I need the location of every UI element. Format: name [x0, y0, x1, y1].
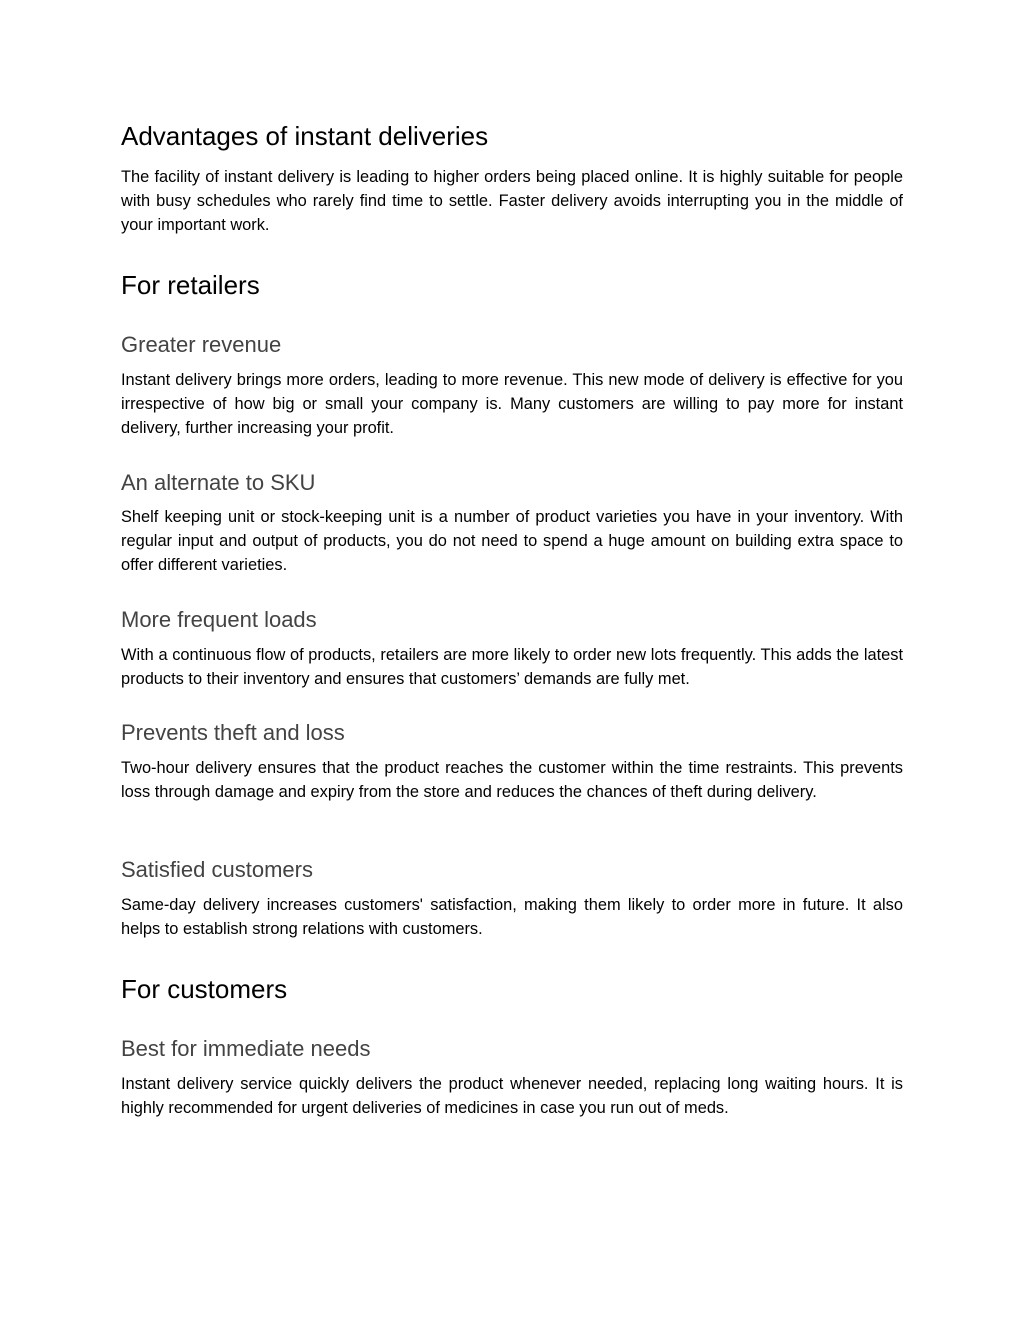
paragraph-prevents-theft: Two-hour delivery ensures that the product reaches the customer within the time restraints. This prevents loss through damage and expiry from the store and reduces the chances of theft during delivery. — [121, 759, 903, 802]
paragraph-alternate-sku: Shelf keeping unit or stock-keeping unit is a number of product varieties you have in your inventory. With regular input and output of products, you do not need to spend a huge amount on building extra space to offer different varieties. — [121, 508, 903, 575]
subheading-greater-revenue: Greater revenue — [121, 332, 282, 357]
intro-paragraph: The facility of instant delivery is leading to higher orders being placed online. It is highly suitable for people with busy schedules who rarely find time to settle. Faster delivery avoids interrupting you in the middle of your important work. — [121, 168, 903, 235]
paragraph-satisfied-customers: Same-day delivery increases customers' satisfaction, making them likely to order more in future. It also helps to establish strong relations with customers. — [121, 896, 903, 939]
paragraph-greater-revenue: Instant delivery brings more orders, leading to more revenue. This new mode of delivery is effective for you irrespective of how big or small your company is. Many customers are willing to pay more for instant delivery, further increasing your profit. — [121, 371, 903, 438]
retailers-title: For retailers — [121, 270, 260, 300]
subheading-frequent-loads: More frequent loads — [121, 607, 317, 632]
paragraph-frequent-loads: With a continuous flow of products, retailers are more likely to order new lots frequently. This adds the latest products to their inventory and ensures that customers’ demands are fully met. — [121, 646, 903, 689]
subheading-immediate-needs: Best for immediate needs — [121, 1036, 371, 1061]
subheading-satisfied-customers: Satisfied customers — [121, 857, 313, 882]
intro-title: Advantages of instant deliveries — [121, 121, 489, 151]
customers-title: For customers — [121, 974, 288, 1004]
subheading-prevents-theft: Prevents theft and loss — [121, 720, 345, 745]
subheading-alternate-sku: An alternate to SKU — [121, 470, 316, 495]
paragraph-immediate-needs: Instant delivery service quickly delivers the product whenever needed, replacing long waiting hours. It is highly recommended for urgent deliveries of medicines in case you run out of meds. — [121, 1075, 903, 1118]
